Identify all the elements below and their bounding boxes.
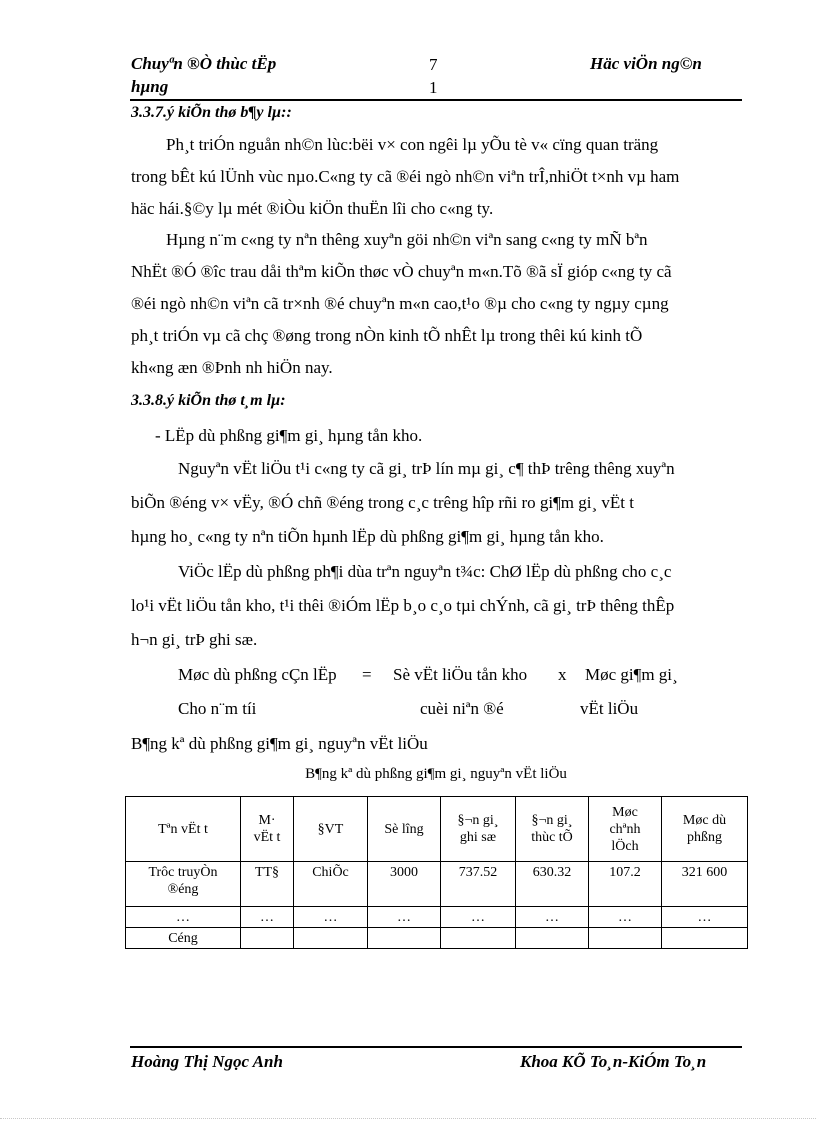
reserve-table (125, 796, 748, 949)
column-header: §¬n gi¸ thùc tÕ (516, 797, 589, 862)
table-total-row (126, 928, 748, 949)
table-cell: TT§ (241, 862, 294, 907)
paragraph-line: Ph¸t triÓn nguån nh©n lùc:bëi v× con ngêi lµ yÕu tè v« cïng quan träng (166, 135, 659, 154)
table-cell: … (441, 907, 516, 928)
formula-middle: Sè vËt liÖu tån kho (393, 665, 528, 684)
column-header: M· vËt t (241, 797, 294, 862)
table-cell: 3000 (368, 862, 441, 907)
table-cell: 630.32 (516, 862, 589, 907)
formula-rhs: Møc gi¶m gi¸ (585, 665, 678, 684)
formula-rhs-line2: vËt liÖu (580, 699, 639, 718)
paragraph-line: ViÖc lËp dù phßng ph¶i dùa trªn nguyªn t¾c: ChØ lËp dù phßng cho c¸c (178, 562, 672, 581)
paragraph-line: häc hái.§©y lµ mét ®iÒu kiÖn thuËn lîi cho c«ng ty. (131, 199, 494, 218)
paragraph-line: hµng ho¸ c«ng ty nªn tiÕn hµnh lËp dù phßng gi¶m gi¸ hµng tån kho. (131, 527, 604, 546)
paragraph-line: trong bÊt kú lÜnh vùc nµo.C«ng ty cã ®éi ngò nh©n viªn trÎ,nhiÖt t×nh vµ ham (131, 167, 680, 186)
bullet-item: - LËp dù phßng gi¶m gi¸ hµng tån kho. (155, 426, 423, 445)
paragraph-line: h¬n gi¸ trÞ ghi sæ. (131, 630, 258, 649)
table-row (126, 907, 748, 928)
paragraph-line: Hµng n¨m c«ng ty nªn thêng xuyªn göi nh©n viªn sang c«ng ty mÑ bªn (166, 230, 648, 249)
table-cell (241, 928, 294, 949)
table-cell (589, 928, 662, 949)
table-cell: ChiÕc (294, 862, 368, 907)
column-header: Tªn vËt t (126, 797, 241, 862)
paragraph-line: kh«ng æn ®Þnh nh hiÖn nay. (131, 358, 333, 377)
page-number-2: 1 (429, 78, 438, 97)
paragraph-line: NhËt ®Ó ®îc trau dåi thªm kiÕn thøc vÒ chuyªn m«n.Tõ ®ã sÏ gióp c«ng ty cã (131, 262, 672, 281)
formula-equals: = (362, 665, 372, 684)
formula-lhs-line2: Cho n¨m tíi (178, 699, 257, 718)
table-cell: … (662, 907, 748, 928)
header-title-line2: hµng (131, 77, 169, 96)
table-cell: … (368, 907, 441, 928)
table-cell: 737.52 (441, 862, 516, 907)
header-title-line1: Chuyªn ®Ò thùc tËp (131, 54, 277, 73)
section-338-title: 3.3.8.ý kiÕn thø t¸m lµ: (131, 392, 286, 409)
table-cell: Céng (126, 928, 241, 949)
column-header: Sè lîng (368, 797, 441, 862)
formula-lhs: Møc dù phßng cÇn lËp (178, 665, 337, 684)
column-header: Møc chªnh lÖch (589, 797, 662, 862)
paragraph-line: biÕn ®éng v× vËy, ®Ó chñ ®éng trong c¸c trêng hîp rñi ro gi¶m gi¸ vËt t (131, 493, 634, 512)
section-337-title: 3.3.7.ý kiÕn thø b¶y lµ:: (131, 104, 292, 121)
table-intro: B¶ng kª dù phßng gi¶m gi¸ nguyªn vËt liÖu (131, 734, 428, 753)
table-cell (662, 928, 748, 949)
paragraph-line: ph¸t triÓn vµ cã chç ®øng trong nÒn kinh tÕ nhÊt lµ trong thêi kú kinh tÕ (131, 326, 643, 345)
column-header: Møc dù phßng (662, 797, 748, 862)
paragraph-line: lo¹i vËt liÖu tån kho, t¹i thêi ®iÓm lËp b¸o c¸o tµi chÝnh, cã gi¸ trÞ thêng thÊp (131, 596, 675, 615)
column-header: §VT (294, 797, 368, 862)
footer-rule (130, 1046, 742, 1048)
table-caption: B¶ng kª dù phßng gi¶m gi¸ nguyªn vËt liÖu (305, 766, 567, 782)
paragraph-line: Nguyªn vËt liÖu t¹i c«ng ty cã gi¸ trÞ lín mµ gi¸ c¶ thÞ trêng thêng xuyªn (178, 459, 675, 478)
table-cell: Trôc truyÒn ®éng (126, 862, 241, 907)
table-cell (516, 928, 589, 949)
table-cell: … (126, 907, 241, 928)
column-header: §¬n gi¸ ghi sæ (441, 797, 516, 862)
formula-middle-line2: cuèi niªn ®é (420, 699, 504, 718)
header-institution: Häc viÖn ng©n (590, 54, 702, 73)
table-cell: 321 600 (662, 862, 748, 907)
table-header-row (126, 797, 748, 862)
table-cell (441, 928, 516, 949)
paragraph-line: ®éi ngò nh©n viªn cã tr×nh ®é chuyªn m«n cao,t¹o ®µ cho c«ng ty ngµy cµng (131, 294, 669, 313)
header-rule (130, 99, 742, 101)
table-cell: … (589, 907, 662, 928)
page-number-1: 7 (429, 55, 438, 74)
table-cell: … (516, 907, 589, 928)
footer-department: Khoa KÕ To¸n-KiÓm To¸n (520, 1052, 707, 1071)
footer-author: Hoàng Thị Ngọc Anh (131, 1052, 283, 1071)
table-cell (294, 928, 368, 949)
page-edge-divider (0, 1118, 816, 1119)
table-cell: … (294, 907, 368, 928)
table-cell: … (241, 907, 294, 928)
formula-times: x (558, 665, 567, 684)
table-cell (368, 928, 441, 949)
table-row (126, 862, 748, 907)
table-cell: 107.2 (589, 862, 662, 907)
